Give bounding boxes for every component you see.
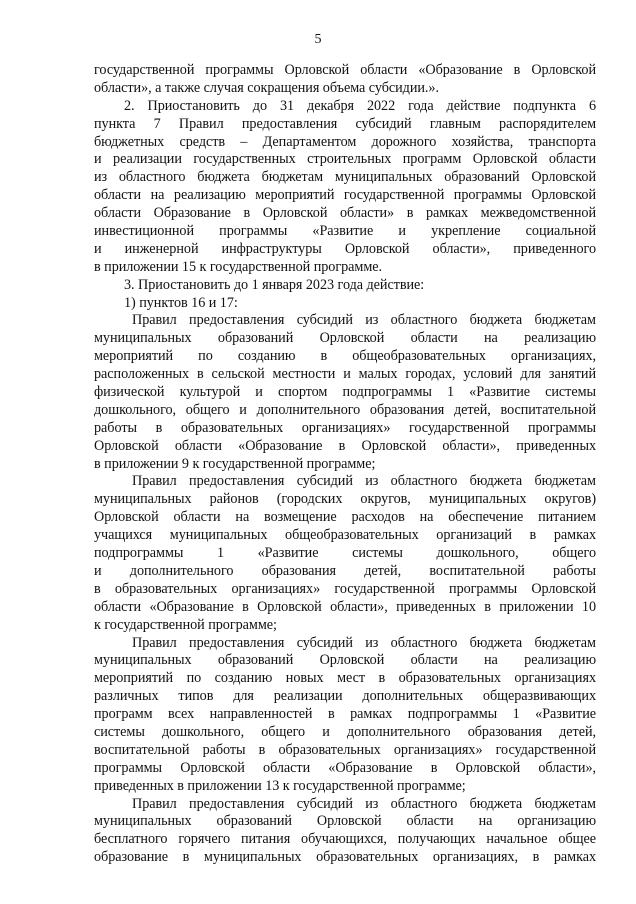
text-line: государственной программы Орловской области «Образование в Орловской [94, 62, 596, 78]
text-line: мероприятий по созданию новых мест в образовательных организациях [94, 670, 596, 687]
page-number: 5 [314, 32, 322, 47]
text-line: Правил предоставления субсидий из областного бюджета бюджетам [132, 312, 596, 329]
text-line: работы в образовательных организациях» государственной программы [94, 419, 596, 436]
text-line: муниципальных районов (городских округов, муниципальных округов) [94, 491, 596, 508]
text-line: физической культурой и спортом подпрограммы 1 «Развитие системы [94, 384, 596, 401]
text-line: области «Образование в Орловской области», приведенных в приложении 10 [94, 598, 596, 615]
text-line: 3. Приостановить до 1 января 2023 года действие: [124, 276, 425, 293]
text-line: и реализации государственных строительных программ Орловской области [94, 151, 596, 168]
text-line: программы Орловской области «Образование в Орловской области», [94, 759, 596, 776]
text-line: Орловской области «Образование в Орловской области», приведенных [94, 437, 596, 454]
text-line: муниципальных образований Орловской области на реализацию [94, 652, 596, 669]
text-line: в образовательных организациях» государственной программы Орловской [94, 580, 596, 597]
text-line: муниципальных образований Орловской области на организацию [94, 813, 596, 830]
text-line: Правил предоставления субсидий из областного бюджета бюджетам [132, 795, 596, 812]
text-line: области Образование в Орловской области» в рамках межведомственной [94, 205, 596, 222]
text-line: 1) пунктов 16 и 17: [124, 294, 238, 311]
text-line: пункта 7 Правил предоставления субсидий главным распорядителем [94, 115, 596, 132]
text-line: воспитательной работы в образовательных организациях» государственной [94, 741, 596, 758]
text-line: программ всех направленностей в рамках подпрограммы 1 «Развитие [94, 706, 596, 723]
document-body [94, 62, 596, 867]
text-line: муниципальных образований Орловской области на реализацию [94, 330, 596, 347]
text-line: бюджетных средств – Департаментом дорожного хозяйства, транспорта [94, 133, 596, 150]
text-line: из областного бюджета бюджетам муниципальных образований Орловской [94, 169, 596, 186]
text-line: области на реализацию мероприятий государственной программы Орловской [94, 187, 596, 204]
text-line: Орловской области на возмещение расходов на обеспечение питанием [94, 509, 596, 526]
text-line: подпрограммы 1 «Развитие системы дошкольного, общего [94, 545, 596, 562]
text-line: бесплатного горячего питания обучающихся, получающих начальное общее [94, 831, 596, 848]
text-line: 2. Приостановить до 31 декабря 2022 года действие подпункта 6 [124, 97, 596, 114]
text-line: расположенных в сельской местности и малых городах, условий для занятий [94, 366, 596, 383]
text-line: области», а также случая сокращения объема субсидии.». [94, 79, 439, 96]
text-line: различных типов для реализации дополнительных общеразвивающих [94, 688, 596, 705]
text-line: системы дошкольного, общего и дополнительного образования детей, [94, 723, 596, 740]
text-line: мероприятий по созданию в общеобразовательных организациях, [94, 348, 596, 365]
text-line: и дополнительного образования детей, воспитательной работы [94, 562, 596, 579]
text-line: дошкольного, общего и дополнительного образования детей, воспитательной [94, 401, 596, 418]
text-line: учащихся муниципальных общеобразовательных организаций в рамках [94, 527, 596, 544]
text-line: Правил предоставления субсидий из областного бюджета бюджетам [132, 634, 596, 651]
text-line: в приложении 9 к государственной программе; [94, 455, 376, 472]
text-line: в приложении 15 к государственной программе. [94, 258, 383, 275]
text-line: приведенных в приложении 13 к государственной программе; [94, 777, 466, 794]
text-line: инвестиционной программы «Развитие и укрепление социальной [94, 223, 596, 240]
text-line: Правил предоставления субсидий из областного бюджета бюджетам [132, 473, 596, 490]
text-line: образование в муниципальных образовательных организациях, в рамках [94, 849, 596, 866]
text-line: к государственной программе; [94, 616, 277, 633]
text-line: и инженерной инфраструктуры Орловской области», приведенного [94, 240, 596, 257]
